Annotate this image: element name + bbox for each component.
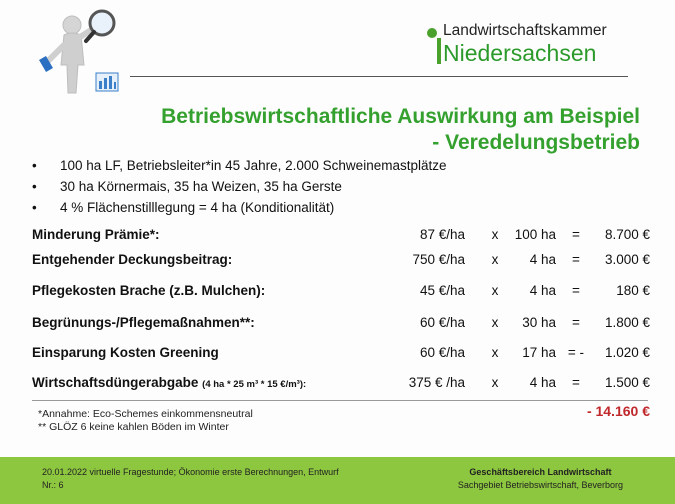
bullet-item [32, 200, 592, 221]
total-divider [32, 400, 648, 401]
calc-row-total: 180 € [616, 283, 650, 298]
slide-title-line2: - Veredelungsbetrieb [432, 131, 640, 154]
calc-row-label: Begrünungs-/Pflegemaßnahmen**: [32, 315, 255, 330]
calc-row-rate: 375 € /ha [408, 375, 465, 390]
footer-bar [0, 457, 675, 504]
calc-row-total: 1.800 € [604, 315, 650, 330]
calc-row-equals: = - [567, 345, 585, 360]
calc-row [32, 283, 652, 301]
calc-row-times: x [491, 283, 499, 298]
footer-slide-number: Nr.: 6 [42, 480, 64, 490]
calc-row-rate: 87 €/ha [419, 227, 465, 242]
footer-date-topic: 20.01.2022 virtuelle Fragestunde; Ökonomie erste Berechnungen, Entwurf [42, 467, 339, 477]
calc-row [32, 252, 652, 270]
calc-row-equals: = [572, 283, 580, 298]
calc-row-times: x [491, 345, 499, 360]
calc-row-label: Entgehender Deckungsbeitrag: [32, 252, 233, 267]
footer-right [458, 466, 623, 492]
calc-row-area: 17 ha [522, 345, 556, 360]
calc-row [32, 227, 652, 245]
bullet-item [32, 179, 592, 200]
figure-magnifier-illustration [34, 7, 134, 103]
bullet-text: 30 ha Körnermais, 35 ha Weizen, 35 ha Gerste [60, 179, 342, 194]
calc-row-label: Minderung Prämie*: [32, 227, 160, 242]
calc-row-total: 1.500 € [604, 375, 650, 390]
slide-title-line1: Betriebswirtschaftliche Auswirkung am Beispiel [161, 105, 640, 128]
logo-stem-icon [437, 38, 441, 64]
bullet-item [32, 158, 592, 179]
calc-row-equals: = [572, 227, 580, 242]
calc-row-equals: = [572, 252, 580, 267]
bullet-marker: • [32, 200, 37, 215]
logo-leaf-icon [427, 28, 437, 38]
footnotes [38, 408, 253, 434]
footer-left [42, 466, 339, 492]
slide-title [40, 104, 640, 156]
calc-row-equals: = [572, 375, 580, 390]
bullet-list [32, 158, 592, 221]
calc-row-label: Pflegekosten Brache (z.B. Mulchen): [32, 283, 266, 298]
calc-row-rate: 60 €/ha [419, 345, 465, 360]
footer-division: Geschäftsbereich Landwirtschaft [469, 467, 612, 477]
calc-row-times: x [491, 375, 499, 390]
chart-icon [96, 73, 118, 91]
calc-row-times: x [491, 227, 499, 242]
calc-row-area: 4 ha [529, 375, 556, 390]
calc-row-rate: 60 €/ha [419, 315, 465, 330]
calc-row-equals: = [572, 315, 580, 330]
calc-row-total: 8.700 € [604, 227, 650, 242]
grand-total: - 14.160 € [586, 403, 650, 419]
bullet-text: 4 % Flächenstilllegung = 4 ha (Konditionalität) [60, 200, 335, 215]
calc-row-times: x [491, 252, 499, 267]
calc-row-label: Wirtschaftsdüngerabgabe (4 ha * 25 m³ * 15 €/m³): [32, 375, 307, 390]
calc-row [32, 315, 652, 333]
bullet-marker: • [32, 158, 37, 173]
calc-row-rate: 750 €/ha [412, 252, 465, 267]
calc-row-rate: 45 €/ha [419, 283, 465, 298]
calc-row-total: 1.020 € [604, 345, 650, 360]
org-name-line1: Landwirtschaftskammer [443, 22, 607, 39]
calc-row-area: 30 ha [522, 315, 556, 330]
calc-row [32, 345, 652, 363]
calc-row-area: 100 ha [514, 227, 556, 242]
footer-department: Sachgebiet Betriebswirtschaft, Beverborg [457, 480, 623, 490]
header-divider [130, 76, 628, 77]
footnote-2: ** GLÖZ 6 keine kahlen Böden im Winter [38, 421, 229, 433]
bullet-marker: • [32, 179, 37, 194]
calc-row-total: 3.000 € [604, 252, 650, 267]
calc-row-times: x [491, 315, 499, 330]
bullet-text: 100 ha LF, Betriebsleiter*in 45 Jahre, 2.000 Schweinemastplätze [60, 158, 447, 173]
calc-row [32, 375, 652, 393]
calc-row-area: 4 ha [529, 252, 556, 267]
org-name-line2: Niedersachsen [443, 40, 597, 66]
org-logo [423, 22, 643, 72]
calc-row-label: Einsparung Kosten Greening [32, 345, 219, 360]
footnote-1: *Annahme: Eco-Schemes einkommensneutral [38, 408, 253, 420]
calc-row-area: 4 ha [529, 283, 556, 298]
